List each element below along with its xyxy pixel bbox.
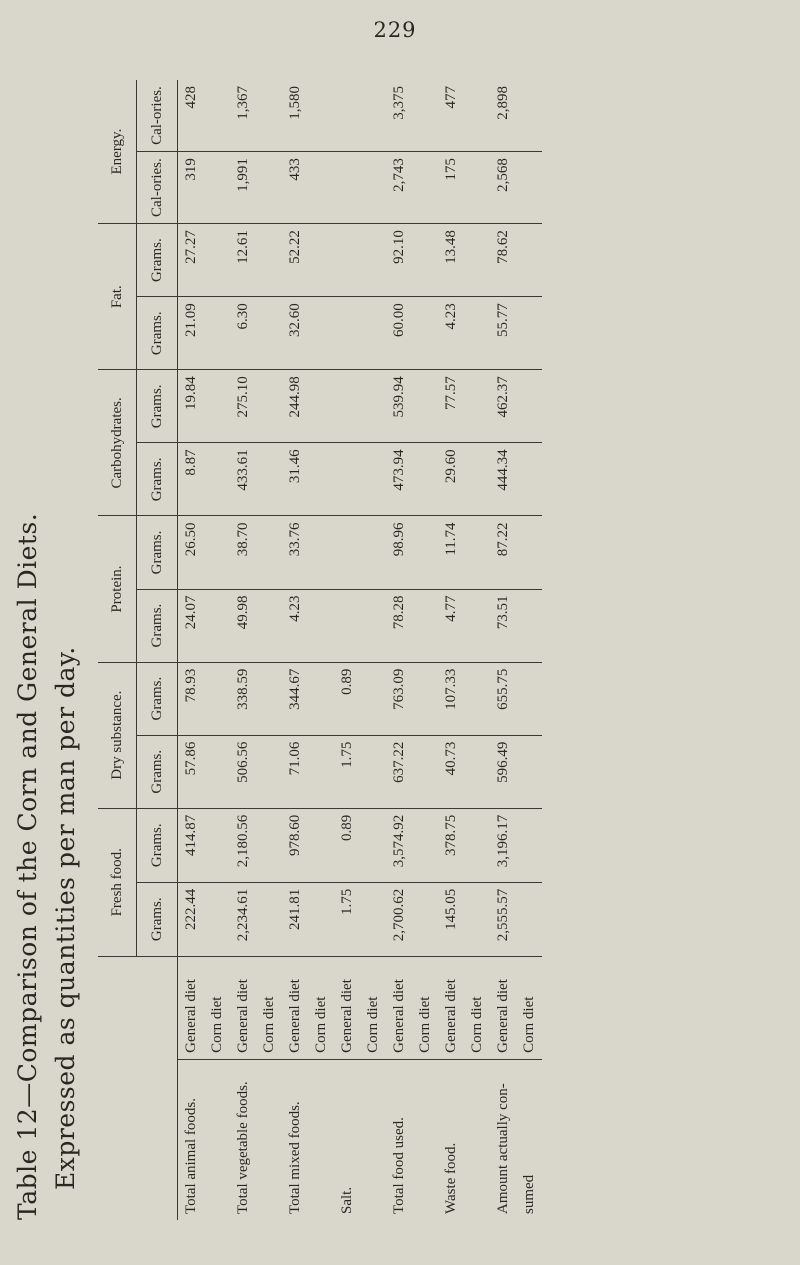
table-cell: [204, 662, 230, 735]
table-cell: [204, 80, 230, 152]
unit-header: Grams.: [137, 589, 178, 662]
table-cell: [334, 80, 360, 152]
table-cell: [360, 662, 386, 735]
group-header-fat: Fat.: [98, 224, 137, 370]
table-cell: [360, 80, 386, 152]
table-cell: [334, 589, 360, 662]
table-cell: [308, 152, 334, 224]
table-cell: [204, 516, 230, 589]
table-cell: [360, 589, 386, 662]
unit-header: Grams.: [137, 662, 178, 735]
table-cell: 3,574.92: [386, 808, 412, 882]
table-cell: 1,991: [230, 152, 256, 224]
table-cell: 33.76: [282, 516, 308, 589]
table-cell: [308, 808, 334, 882]
table-cell: 2,180.56: [230, 808, 256, 882]
table-cell: [516, 808, 542, 882]
table-cell: [334, 516, 360, 589]
table-cell: [412, 80, 438, 152]
row-diet-label: General diet: [386, 956, 412, 1059]
table-cell: 444.34: [490, 443, 516, 516]
table-row: [438, 80, 464, 1220]
table-cell: [360, 370, 386, 443]
table-cell: [308, 80, 334, 152]
table-row: [178, 80, 205, 1220]
table-cell: 107.33: [438, 662, 464, 735]
table-cell: 241.81: [282, 882, 308, 956]
table-cell: [308, 882, 334, 956]
table-cell: 2,700.62: [386, 882, 412, 956]
table-cell: 655.75: [490, 662, 516, 735]
caption-subtitle: Expressed as quantities per man per day.: [51, 646, 80, 1190]
table-cell: [360, 152, 386, 224]
page-number: 229: [373, 18, 417, 42]
table-cell: 175: [438, 152, 464, 224]
table-cell: 344.67: [282, 662, 308, 735]
table-row: [308, 80, 334, 1220]
table-cell: [308, 297, 334, 370]
unit-header: Cal-ories.: [137, 152, 178, 224]
row-diet-label: Corn diet: [308, 956, 334, 1059]
unit-header: Grams.: [137, 882, 178, 956]
table-cell: [256, 80, 282, 152]
row-diet-label: Corn diet: [256, 956, 282, 1059]
table-cell: [412, 882, 438, 956]
group-header-dry-substance: Dry substance.: [98, 662, 137, 808]
row-category: [256, 1059, 282, 1220]
table-cell: 763.09: [386, 662, 412, 735]
table-cell: [308, 224, 334, 297]
row-category: [308, 1059, 334, 1220]
table-cell: 2,743: [386, 152, 412, 224]
table-cell: [516, 224, 542, 297]
table-cell: 378.75: [438, 808, 464, 882]
table-cell: 60.00: [386, 297, 412, 370]
table-cell: [256, 224, 282, 297]
unit-header: Grams.: [137, 443, 178, 516]
table-cell: 1,367: [235, 86, 251, 120]
table-cell: [256, 589, 282, 662]
row-diet-label: General diet: [334, 956, 360, 1059]
table-cell: [334, 297, 360, 370]
row-diet-label: Corn diet: [516, 956, 542, 1059]
table-cell: 414.87: [178, 808, 205, 882]
table-cell: [360, 516, 386, 589]
table-cell: 26.50: [178, 516, 205, 589]
table-cell: 473.94: [386, 443, 412, 516]
table-cell: [464, 80, 490, 152]
table-cell: [256, 152, 282, 224]
table-cell: [464, 443, 490, 516]
table-cell: [412, 516, 438, 589]
row-category: sumed: [516, 1059, 542, 1220]
table-cell: 477: [443, 86, 459, 109]
table-cell: 38.70: [230, 516, 256, 589]
table-cell: [334, 370, 360, 443]
row-category: Total mixed foods.: [282, 1059, 308, 1220]
table-row: [360, 80, 386, 1220]
table-cell: 2,234.61: [230, 882, 256, 956]
table-cell: [204, 370, 230, 443]
table-cell: [256, 297, 282, 370]
table-cell: [516, 152, 542, 224]
unit-header: Grams.: [137, 516, 178, 589]
table-cell: 21.09: [178, 297, 205, 370]
table-cell: 4.23: [282, 589, 308, 662]
table-cell: 29.60: [438, 443, 464, 516]
table-row: [464, 80, 490, 1220]
table-row: [490, 80, 516, 1220]
table-cell: [464, 662, 490, 735]
table-cell: 4.23: [438, 297, 464, 370]
row-diet-label: Corn diet: [360, 956, 386, 1059]
table-cell: [256, 808, 282, 882]
table-cell: 428: [183, 86, 199, 109]
table-cell: [204, 297, 230, 370]
table-cell: 222.44: [178, 882, 205, 956]
table-cell: 11.74: [438, 516, 464, 589]
table-cell: [412, 808, 438, 882]
row-diet-label: General diet: [490, 956, 516, 1059]
table-cell: [464, 224, 490, 297]
table-cell: [360, 882, 386, 956]
table-row: [386, 80, 412, 1220]
table-cell: 1.75: [334, 882, 360, 956]
table-cell: 55.77: [490, 297, 516, 370]
table-cell: 462.37: [490, 370, 516, 443]
row-diet-label: General diet: [282, 956, 308, 1059]
table-cell: 78.28: [386, 589, 412, 662]
table-cell: [516, 882, 542, 956]
table-cell: [412, 589, 438, 662]
table-cell: [256, 662, 282, 735]
table-body: [178, 80, 543, 1220]
table-cell: 244.98: [282, 370, 308, 443]
row-category: [204, 1059, 230, 1220]
table-cell: [308, 370, 334, 443]
table-cell: 3,375: [391, 86, 407, 120]
table-cell: 57.86: [178, 735, 205, 808]
table-cell: 2,898: [495, 86, 511, 120]
table-cell: 77.57: [438, 370, 464, 443]
table-cell: [256, 370, 282, 443]
table-cell: [464, 589, 490, 662]
comparison-table: [98, 80, 542, 1220]
table-cell: 506.56: [230, 735, 256, 808]
table-cell: 78.62: [490, 224, 516, 297]
unit-header: Grams.: [137, 224, 178, 297]
table-cell: 6.30: [230, 297, 256, 370]
row-diet-label: General diet: [178, 956, 205, 1059]
table-cell: [360, 735, 386, 808]
table-cell: [516, 516, 542, 589]
row-diet-label: General diet: [438, 956, 464, 1059]
table-cell: 73.51: [490, 589, 516, 662]
rotated-table-page: [10, 45, 780, 1220]
table-cell: 40.73: [438, 735, 464, 808]
stub-header: [98, 956, 178, 1220]
row-category: Amount actually con-: [490, 1059, 516, 1220]
table-cell: [360, 297, 386, 370]
table-cell: 433: [282, 152, 308, 224]
table-cell: [308, 662, 334, 735]
table-cell: [412, 297, 438, 370]
table-cell: 24.07: [178, 589, 205, 662]
table-cell: [464, 882, 490, 956]
table-cell: [204, 152, 230, 224]
table-cell: [516, 297, 542, 370]
table-cell: [256, 516, 282, 589]
table-cell: 52.22: [282, 224, 308, 297]
table-cell: [204, 808, 230, 882]
table-cell: 78.93: [178, 662, 205, 735]
table-cell: [464, 808, 490, 882]
table-cell: [204, 882, 230, 956]
table-cell: [308, 443, 334, 516]
table-cell: [412, 443, 438, 516]
table-cell: [204, 224, 230, 297]
table-cell: [256, 443, 282, 516]
unit-header: Cal-ories.: [137, 80, 178, 152]
table-cell: 2,568: [490, 152, 516, 224]
row-category: [464, 1059, 490, 1220]
table-cell: 0.89: [334, 808, 360, 882]
table-cell: [412, 370, 438, 443]
table-cell: [360, 443, 386, 516]
table-cell: 12.61: [230, 224, 256, 297]
table-cell: [516, 370, 542, 443]
table-cell: 71.06: [282, 735, 308, 808]
table-cell: [256, 735, 282, 808]
table-cell: 92.10: [386, 224, 412, 297]
table-cell: [412, 152, 438, 224]
group-header-carbohydrates: Carbohydrates.: [98, 370, 137, 516]
table-cell: [464, 370, 490, 443]
table-cell: 3,196.17: [490, 808, 516, 882]
table-cell: [308, 589, 334, 662]
table-cell: [464, 516, 490, 589]
table-cell: [516, 735, 542, 808]
table-row: [256, 80, 282, 1220]
table-row: [230, 80, 256, 1220]
row-category: [360, 1059, 386, 1220]
table-cell: [334, 443, 360, 516]
row-diet-label: General diet: [230, 956, 256, 1059]
table-cell: [334, 152, 360, 224]
table-cell: [308, 516, 334, 589]
table-cell: 13.48: [438, 224, 464, 297]
row-category: Waste food.: [438, 1059, 464, 1220]
table-cell: [516, 80, 542, 152]
table-cell: 338.59: [230, 662, 256, 735]
table-cell: 49.98: [230, 589, 256, 662]
table-cell: [516, 443, 542, 516]
table-cell: 27.27: [178, 224, 205, 297]
table-cell: 19.84: [178, 370, 205, 443]
table-cell: [204, 589, 230, 662]
table-cell: 31.46: [282, 443, 308, 516]
table-cell: [464, 152, 490, 224]
table-cell: 596.49: [490, 735, 516, 808]
unit-header: Grams.: [137, 370, 178, 443]
table-row: [412, 80, 438, 1220]
table-cell: 978.60: [282, 808, 308, 882]
table-cell: 1,580: [287, 86, 303, 120]
table-cell: 539.94: [386, 370, 412, 443]
table-cell: [360, 808, 386, 882]
table-cell: [308, 735, 334, 808]
table-cell: 87.22: [490, 516, 516, 589]
row-diet-label: Corn diet: [204, 956, 230, 1059]
unit-header: Grams.: [137, 735, 178, 808]
table-cell: [256, 882, 282, 956]
table-cell: 275.10: [230, 370, 256, 443]
table-row: [204, 80, 230, 1220]
table-cell: [412, 662, 438, 735]
row-category: Total food used.: [386, 1059, 412, 1220]
row-category: Total vegetable foods.: [230, 1059, 256, 1220]
table-cell: 32.60: [282, 297, 308, 370]
table-row: [282, 80, 308, 1220]
table-cell: 0.89: [334, 662, 360, 735]
table-cell: 4.77: [438, 589, 464, 662]
group-header-fresh-food: Fresh food.: [98, 808, 137, 956]
table-cell: [412, 224, 438, 297]
row-category: Salt.: [334, 1059, 360, 1220]
table-cell: [464, 297, 490, 370]
caption-title: Table 12—Comparison of the Corn and General Diets.: [13, 512, 42, 1220]
table-cell: 1.75: [334, 735, 360, 808]
unit-header: Grams.: [137, 297, 178, 370]
table-cell: [412, 735, 438, 808]
group-header-protein: Protein.: [98, 516, 137, 662]
table-cell: 433.61: [230, 443, 256, 516]
unit-header: Grams.: [137, 808, 178, 882]
table-row: [334, 80, 360, 1220]
table-cell: 2,555.57: [490, 882, 516, 956]
table-cell: [334, 224, 360, 297]
table-cell: [516, 589, 542, 662]
table-caption: [10, 45, 88, 1220]
table-cell: [360, 224, 386, 297]
table-cell: [204, 443, 230, 516]
group-header-energy: Energy.: [98, 80, 137, 224]
row-diet-label: Corn diet: [464, 956, 490, 1059]
table-cell: 319: [178, 152, 205, 224]
row-category: Total animal foods.: [178, 1059, 205, 1220]
table-cell: 98.96: [386, 516, 412, 589]
row-diet-label: Corn diet: [412, 956, 438, 1059]
table-row: [516, 80, 542, 1220]
table-cell: 8.87: [178, 443, 205, 516]
row-category: [412, 1059, 438, 1220]
table-cell: [204, 735, 230, 808]
table-cell: 145.05: [438, 882, 464, 956]
table-cell: [516, 662, 542, 735]
table-cell: 637.22: [386, 735, 412, 808]
table-cell: [464, 735, 490, 808]
